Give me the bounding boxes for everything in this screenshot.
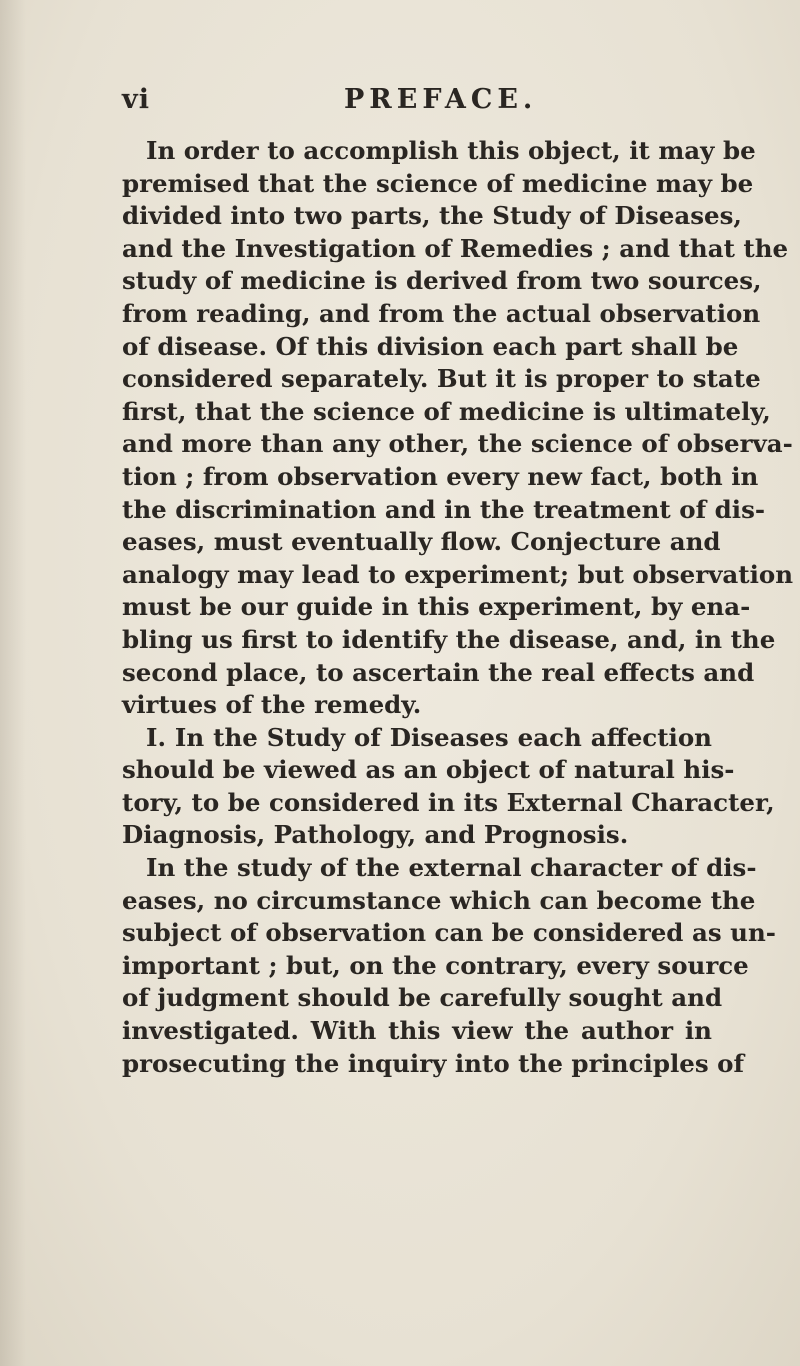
text-line: In the study of the external character of dis- [146, 853, 757, 883]
text-line: In order to accomplish this object, it may be [146, 136, 756, 165]
text-line: of judgment should be carefully sought and [122, 983, 723, 1013]
text-line: and the Investigation of Remedies ; and that the [122, 233, 789, 263]
text-line: Diagnosis, Pathology, and Prognosis. [122, 820, 629, 850]
gutter-shadow [0, 0, 26, 1366]
text-line: divided into two parts, the Study of Diseases, [122, 201, 742, 231]
text-line: prosecuting the inquiry into the principles of [122, 1048, 745, 1078]
text-line: first, that the science of medicine is ultimately, [122, 396, 771, 426]
text-line: important ; but, on the contrary, every source [122, 950, 749, 980]
text-line: from reading, and from the actual observation [122, 298, 761, 328]
running-head: PREFACE. [344, 84, 538, 115]
text-line: investigated. With this view the author in [122, 1016, 712, 1046]
text-line: bling us first to identify the disease, and, in the [122, 624, 776, 654]
text-line: eases, must eventually flow. Conjecture and [122, 527, 721, 557]
body-text [122, 135, 794, 1080]
text-line: second place, to ascertain the real effects and [122, 657, 755, 687]
text-line: subject of observation can be considered as un- [122, 918, 776, 948]
page-number: vi [122, 84, 150, 115]
text-line: virtues of the remedy. [122, 690, 422, 720]
text-line: analogy may lead to experiment; but observation [122, 559, 794, 589]
text-line: premised that the science of medicine may be [122, 168, 754, 198]
text-line: I. In the Study of Diseases each affection [146, 722, 712, 752]
text-line: must be our guide in this experiment, by ena- [122, 592, 751, 622]
text-line: should be viewed as an object of natural his- [122, 755, 735, 785]
text-line: tion ; from observation every new fact, both in [122, 461, 759, 491]
text-line: and more than any other, the science of observa- [122, 429, 793, 459]
page-header [122, 84, 682, 124]
text-line: eases, no circumstance which can become the [122, 885, 756, 915]
text-line: considered separately. But it is proper to state [122, 364, 761, 394]
text-line: study of medicine is derived from two sources, [122, 266, 762, 296]
text-line: the discrimination and in the treatment of dis- [122, 494, 766, 524]
text-line: tory, to be considered in its External Character, [122, 787, 775, 817]
text-line: of disease. Of this division each part shall be [122, 331, 739, 361]
